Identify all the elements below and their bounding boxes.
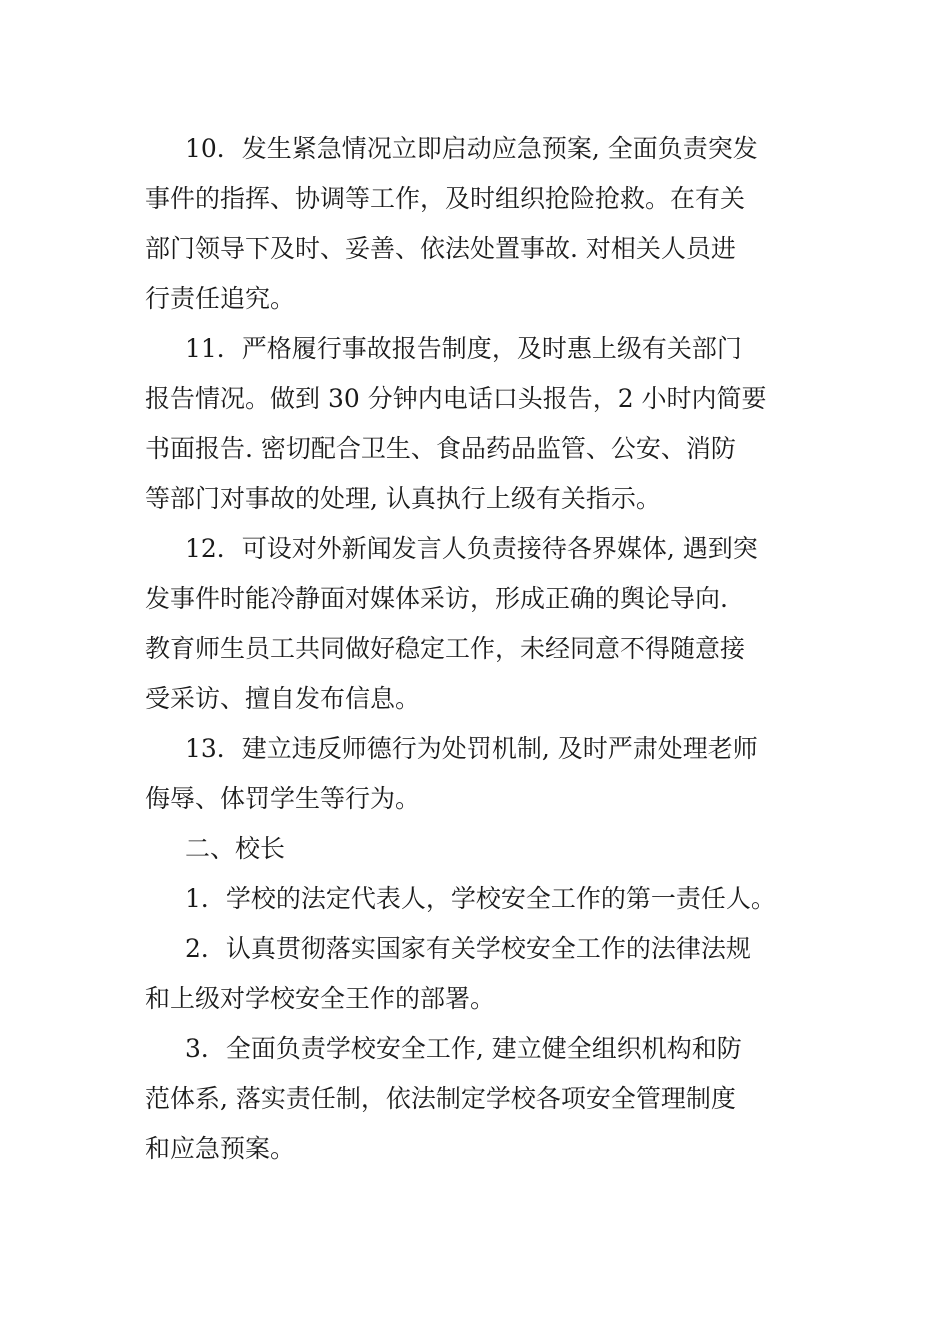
text-line: 报告情况。做到 30 分钟内电话口头报告，2 小时内简要 — [145, 384, 767, 413]
text-line: 2．认真贯彻落实国家有关学校安全工作的法律法规 — [185, 934, 751, 963]
text-line: 范体系, 落实责任制，依法制定学校各项安全管理制度 — [145, 1084, 736, 1113]
document-body — [145, 124, 845, 1174]
text-line: 侮辱、体罚学生等行为。 — [145, 784, 421, 813]
text-line: 书面报告. 密切配合卫生、食品药品监管、公安、消防 — [145, 434, 736, 463]
text-line: 部门领导下及时、妥善、依法处置事故. 对相关人员进 — [145, 234, 736, 263]
text-line: 和应急预案。 — [145, 1134, 296, 1163]
text-line: 受采访、擅自发布信息。 — [145, 684, 421, 713]
text-line: 事件的指挥、协调等工作，及时组织抢险抢救。在有关 — [145, 184, 746, 213]
text-line: 3．全面负责学校安全工作, 建立健全组织机构和防 — [185, 1034, 742, 1063]
section-heading: 二、校长 — [185, 834, 286, 863]
text-line: 发事件时能冷静面对媒体采访，形成正确的舆论导向. — [145, 584, 728, 613]
text-line: 13．建立违反师德行为处罚机制, 及时严肃处理老师 — [185, 734, 758, 763]
text-line: 11．严格履行事故报告制度，及时惠上级有关部门 — [185, 334, 742, 363]
text-line: 等部门对事故的处理, 认真执行上级有关指示。 — [145, 484, 661, 513]
text-line: 12．可设对外新闻发言人负责接待各界媒体, 遇到突 — [185, 534, 758, 563]
text-line: 和上级对学校安全王作的部署。 — [145, 984, 496, 1013]
text-line: 行责任追究。 — [145, 284, 296, 313]
text-line: 教育师生员工共同做好稳定工作，未经同意不得随意接 — [145, 634, 746, 663]
text-line: 10．发生紧急情况立即启动应急预案, 全面负责突发 — [185, 134, 758, 163]
text-line: 1．学校的法定代表人，学校安全工作的第一责任人。 — [185, 884, 776, 913]
